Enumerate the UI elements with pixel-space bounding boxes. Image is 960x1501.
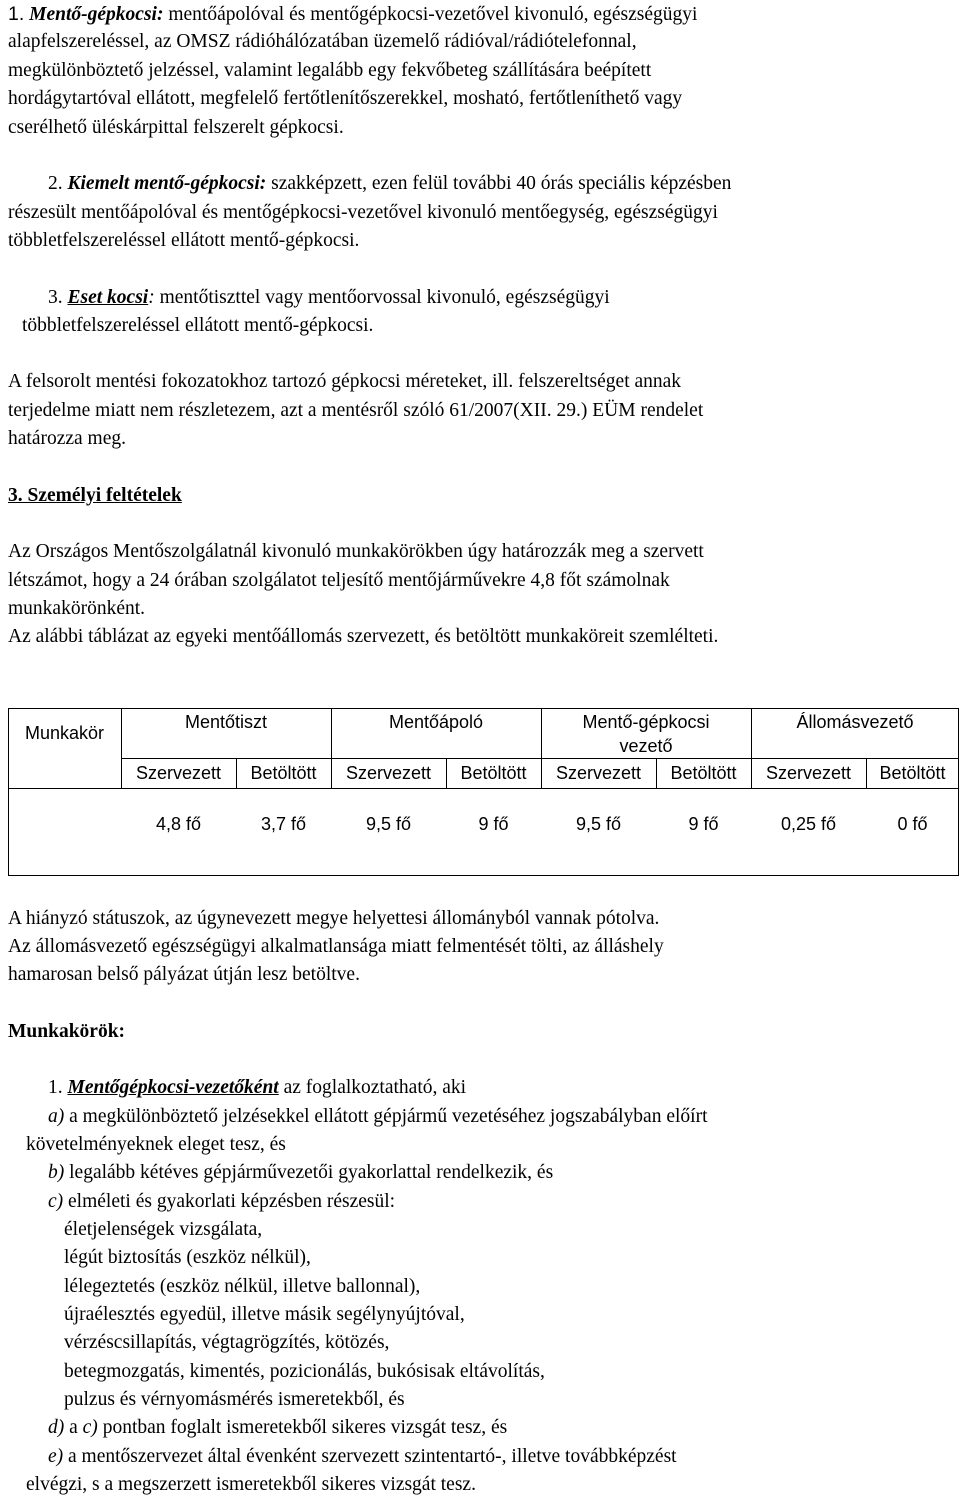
table-value: 9 fő xyxy=(478,814,509,834)
table-group-mentogepkocsi-line2: vezető xyxy=(619,736,673,756)
para-2-line-1: Az Országos Mentőszolgálatnál kivonuló munkakörökben úgy határozzák meg a szervett xyxy=(8,541,704,562)
table-value: 9 fő xyxy=(688,814,719,834)
para-2-line-3: munkakörönként. xyxy=(8,598,146,619)
munkakor-1-term: Mentőgépkocsi-vezetőként xyxy=(67,1077,279,1098)
table-group-mentotiszt: Mentőtiszt xyxy=(184,712,268,732)
para-1-line-2: terjedelme miatt nem részletezem, azt a mentésről szóló 61/2007(XII. 29.) EÜM rendelet xyxy=(8,400,704,421)
req-b-label: b) xyxy=(48,1162,65,1183)
table-group-allomasvezeto: Állomásvezető xyxy=(796,712,914,732)
table-value: 0,25 fő xyxy=(780,814,837,834)
item-2-number: 2. xyxy=(48,173,63,194)
req-a-text: a megkülönböztető jelzésekkel ellátott gépjármű vezetéséhez jogszabályban előírt xyxy=(64,1106,708,1127)
req-c-item: légút biztosítás (eszköz nélkül), xyxy=(64,1247,311,1268)
para-3-line-1: A hiányzó státuszok, az úgynevezett megye helyettesi állományból vannak pótolva. xyxy=(8,908,660,929)
req-c-item: újraélesztés egyedül, illetve másik segélynyújtóval, xyxy=(64,1304,465,1325)
item-1-line-1 xyxy=(8,0,697,29)
munkakorok-heading: Munkakörök: xyxy=(8,1021,126,1042)
req-e-label: e) xyxy=(48,1446,64,1467)
munkakor-1-text: az foglalkoztatható, aki xyxy=(278,1077,467,1098)
para-2-line-4: Az alábbi táblázat az egyeki mentőállomás szervezett, és betöltött munkaköreit szemlélteti. xyxy=(8,626,719,647)
section-heading-szemelyi: 3. Személyi feltételek xyxy=(8,485,182,506)
item-2-text: szakképzett, ezen felül további 40 órás speciális képzésben xyxy=(266,173,732,194)
item-3-term: Eset kocsi xyxy=(67,287,149,308)
table-subheader: Betöltött xyxy=(879,763,946,783)
item-3-line-2: többletfelszereléssel ellátott mentő-gépkocsi. xyxy=(22,315,374,336)
item-1-text: mentőápolóval és mentőgépkocsi-vezetővel kivonuló, egészségügyi xyxy=(163,4,698,25)
req-d-mid: a xyxy=(64,1417,83,1438)
item-2-term: Kiemelt mentő-gépkocsi: xyxy=(67,173,267,194)
req-c-text: elméleti és gyakorlati képzésben részesül: xyxy=(63,1191,396,1212)
table-group-mentogepkocsi: Mentő-gépkocsi xyxy=(582,712,710,732)
req-d-line xyxy=(48,1414,507,1442)
item-1-line-3: megkülönböztető jelzéssel, valamint legalább egy fekvőbeteg szállítására beépített xyxy=(8,60,652,81)
req-a-line-2: követelményeknek eleget tesz, és xyxy=(26,1134,286,1155)
item-3-number: 3. xyxy=(48,287,63,308)
table-value: 0 fő xyxy=(897,814,928,834)
item-1-line-2: alapfelszereléssel, az OMSZ rádióhálózatában üzemelő rádióval/rádiótelefonnal, xyxy=(8,31,637,52)
para-2-line-2: létszámot, hogy a 24 órában szolgálatot teljesítő mentőjárművekre 4,8 főt számolnak xyxy=(8,570,670,591)
req-b-line xyxy=(48,1159,553,1187)
req-b-text: legalább kétéves gépjárművezetői gyakorlattal rendelkezik, és xyxy=(64,1162,554,1183)
req-c-label: c) xyxy=(48,1191,64,1212)
req-d-text: pontban foglalt ismeretekből sikeres vizsgát tesz, és xyxy=(97,1417,508,1438)
item-1-line-4: hordágytartóval ellátott, megfelelő fertőtlenítőszerekkel, mosható, fertőtleníthető vagy xyxy=(8,88,683,109)
req-c-item: betegmozgatás, kimentés, pozicionálás, bukósisak eltávolítás, xyxy=(64,1361,545,1382)
munkakor-1-line xyxy=(48,1074,466,1102)
req-e-line-2: elvégzi, s a megszerzett ismeretekből sikeres vizsgát tesz. xyxy=(26,1474,476,1495)
table-subheader: Szervezett xyxy=(135,763,222,783)
req-c-item: vérzéscsillapítás, végtagrögzítés, kötözés, xyxy=(64,1332,390,1353)
req-e-line-1 xyxy=(48,1443,677,1471)
table-subheader: Szervezett xyxy=(345,763,432,783)
req-c-item: pulzus és vérnyomásmérés ismeretekből, és xyxy=(64,1389,405,1410)
table-value: 9,5 fő xyxy=(575,814,622,834)
table-subheader: Betöltött xyxy=(250,763,317,783)
table-value: 9,5 fő xyxy=(365,814,412,834)
para-3-line-3: hamarosan belső pályázat útján lesz betöltve. xyxy=(8,964,360,985)
para-1-line-3: határozza meg. xyxy=(8,428,127,449)
item-3-text: mentőtiszttel vagy mentőorvossal kivonuló, egészségügyi xyxy=(154,287,610,308)
table-group-mentoapolo: Mentőápoló xyxy=(388,712,484,732)
item-3-colon: : xyxy=(148,287,155,308)
table-divider xyxy=(121,758,959,759)
item-3-line-1 xyxy=(48,284,610,312)
req-d-ref: c) xyxy=(82,1417,98,1438)
item-1-number: 1. xyxy=(8,3,25,25)
table-subheader: Betöltött xyxy=(670,763,737,783)
req-a-line-1 xyxy=(48,1103,707,1131)
table-header-munkakor: Munkakör xyxy=(24,723,105,743)
item-1-term: Mentő-gépkocsi: xyxy=(29,4,164,25)
req-a-label: a) xyxy=(48,1106,65,1127)
para-1-line-1: A felsorolt mentési fokozatokhoz tartozó gépkocsi méreteket, ill. felszereltséget annak xyxy=(8,371,682,392)
table-value: 3,7 fő xyxy=(260,814,307,834)
item-2-line-1 xyxy=(48,170,731,198)
req-c-item: életjelenségek vizsgálata, xyxy=(64,1219,263,1240)
munkakor-1-number: 1. xyxy=(48,1077,63,1098)
item-2-line-2: részesült mentőápolóval és mentőgépkocsi-vezetővel kivonuló mentőegység, egészségügyi xyxy=(8,202,718,223)
table-value: 4,8 fő xyxy=(155,814,202,834)
req-e-text: a mentőszervezet által évenként szervezett szintentartó-, illetve továbbképzést xyxy=(63,1446,677,1467)
table-divider xyxy=(8,788,959,789)
table-subheader: Szervezett xyxy=(555,763,642,783)
req-c-item: lélegeztetés (eszköz nélkül, illetve ballonnal), xyxy=(64,1276,421,1297)
item-2-line-3: többletfelszereléssel ellátott mentő-gépkocsi. xyxy=(8,230,360,251)
req-d-label: d) xyxy=(48,1417,65,1438)
req-c-line xyxy=(48,1188,395,1216)
item-1-line-5: cserélhető üléskárpittal felszerelt gépkocsi. xyxy=(8,117,344,138)
table-subheader: Szervezett xyxy=(765,763,852,783)
para-3-line-2: Az állomásvezető egészségügyi alkalmatlansága miatt felmentését tölti, az álláshely xyxy=(8,936,664,957)
table-subheader: Betöltött xyxy=(460,763,527,783)
